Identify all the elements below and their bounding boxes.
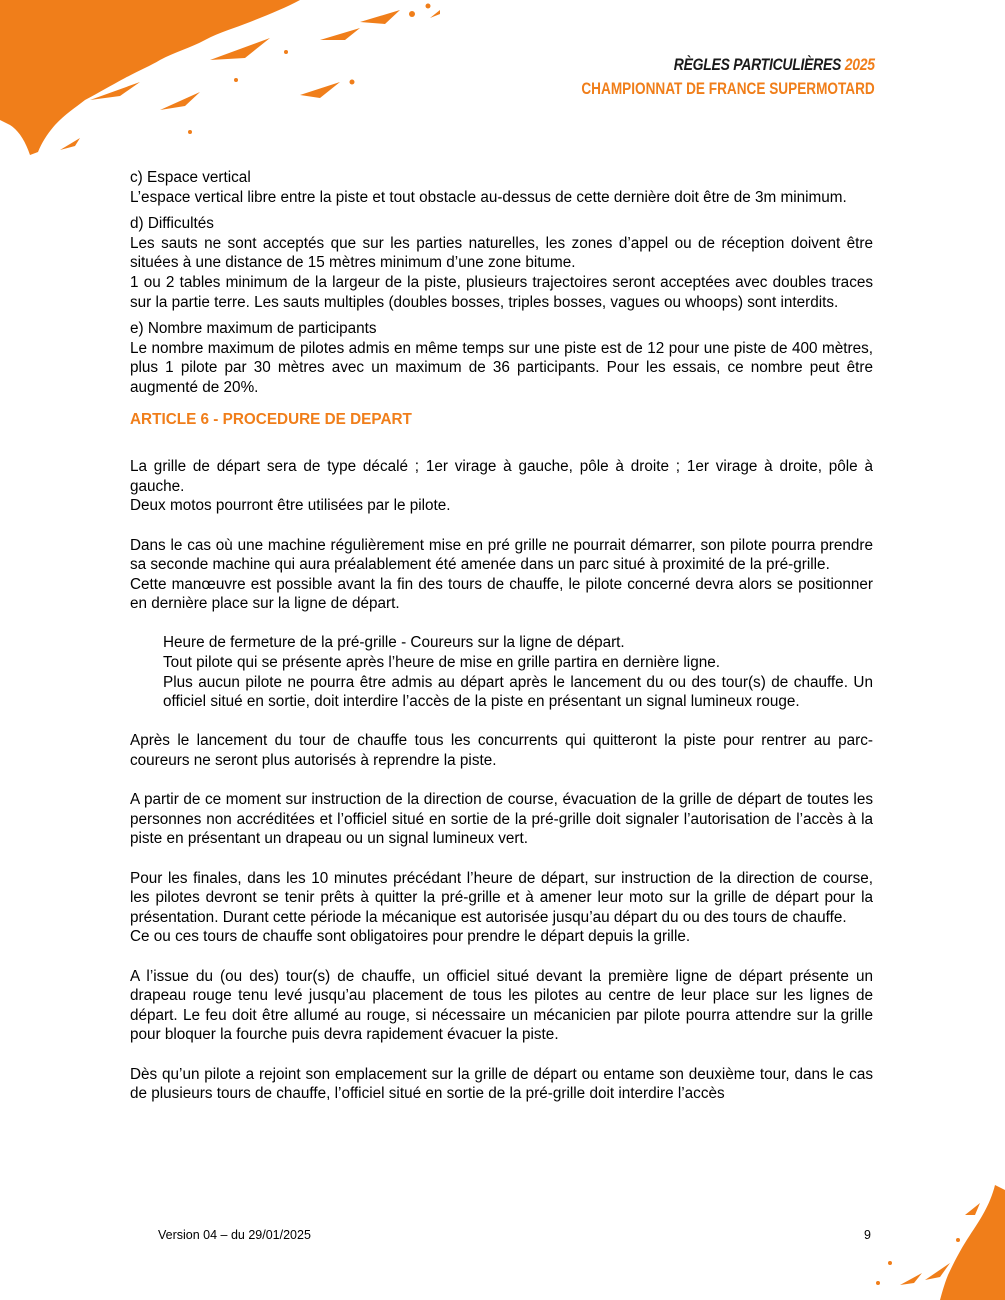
section-d-title: d) Difficultés — [130, 215, 214, 233]
paragraph: Pour les finales, dans les 10 minutes précédant l’heure de départ, sur instruction de la direction de course, les pilotes devront se tenir prêts à quitter la pré-grille et à amener leur moto sur la grille de départ pour la présentation. Durant cette période la mécanique est autorisée jusqu’au départ du ou des tours de chauffe. — [130, 869, 873, 926]
footer-version: Version 04 – du 29/01/2025 — [158, 1228, 311, 1242]
paragraph: Dans le cas où une machine régulièrement mise en pré grille ne pourrait démarrer, son pilote pourra prendre sa seconde machine qui aura préalablement été amenée dans un parc situé à proximité de la pré-grille. — [130, 536, 873, 574]
indented-line: Heure de fermeture de la pré-grille - Coureurs sur la ligne de départ. — [163, 634, 625, 652]
paragraph: Après le lancement du tour de chauffe tous les concurrents qui quitteront la piste pour rentrer au parc-coureurs ne seront plus autorisés à reprendre la piste. — [130, 732, 873, 770]
indented-line: Tout pilote qui se présente après l’heure de mise en grille partira en dernière ligne. — [163, 654, 720, 672]
section-d-text-1: Les sauts ne sont acceptés que sur les parties naturelles, les zones d’appel ou de réception doivent être situées à une distance de 15 mètres minimum d’une zone bitume. — [130, 234, 873, 272]
section-c-title: c) Espace vertical — [130, 169, 251, 186]
indented-line: Plus aucun pilote ne pourra être admis au départ après le lancement du ou des tour(s) de chauffe. Un officiel situé en sortie, doit interdire l’accès de la piste en présentant un signal lumineux rouge. — [163, 673, 873, 711]
section-c-text: L’espace vertical libre entre la piste et tout obstacle au-dessus de cette dernière doit être de 3m minimum. — [130, 188, 847, 206]
paragraph: Cette manœuvre est possible avant la fin des tours de chauffe, le pilote concerné devra alors se positionner en dernière place sur la ligne de départ. — [130, 575, 873, 613]
document-header — [508, 55, 875, 99]
page-number: 9 — [864, 1228, 871, 1242]
article-title: ARTICLE 6 - PROCEDURE DE DEPART — [130, 410, 412, 428]
paragraph: Deux motos pourront être utilisées par le pilote. — [130, 497, 451, 515]
paragraph: A l’issue du (ou des) tour(s) de chauffe, un officiel situé devant la première ligne de départ présente un drapeau rouge tenu levé jusqu’au placement de tous les pilotes au centre de leur place sur les lignes de départ. Le feu doit être allumé au rouge, si nécessaire un mécanicien par pilote pourra attendre sur la grille pour bloquer la fourche puis devra rapidement évacuer la piste. — [130, 967, 873, 1044]
section-e-text: Le nombre maximum de pilotes admis en même temps sur une piste est de 12 pour une piste de 400 mètres, plus 1 pilote par 30 mètres avec un maximum de 36 participants. Pour les essais, ce nombre peut être augmenté de 20%. — [130, 339, 873, 396]
orange-brush-decoration — [0, 0, 440, 175]
section-d-text-2: 1 ou 2 tables minimum de la largeur de la piste, plusieurs trajectoires seront acceptées avec doubles traces sur la partie terre. Les sauts multiples (doubles bosses, triples bosses, vagues ou whoops) sont interdits. — [130, 273, 873, 311]
paragraph: A partir de ce moment sur instruction de la direction de course, évacuation de la grille de départ de toutes les personnes non accréditées et l’officiel situé en sortie de la pré-grille doit signaler l’autorisation de l’accès à la piste en présentant un drapeau ou un signal lumineux vert. — [130, 791, 873, 848]
header-title-year: 2025 — [844, 55, 875, 74]
indented-block — [130, 633, 873, 711]
header-title-main: RÈGLES PARTICULIÈRES — [674, 55, 842, 74]
orange-brush-decoration-bottom — [830, 1185, 1005, 1300]
header-subtitle: CHAMPIONNAT DE FRANCE SUPERMOTARD — [581, 79, 875, 98]
section-e-title: e) Nombre maximum de participants — [130, 320, 377, 338]
paragraph: Ce ou ces tours de chauffe sont obligatoires pour prendre le départ depuis la grille. — [130, 928, 691, 946]
paragraph: Dès qu’un pilote a rejoint son emplacement sur la grille de départ ou entame son deuxième tour, dans le cas de plusieurs tours de chauffe, l’officiel situé en sortie de la pré-grille doit interdire l’accès — [130, 1065, 873, 1103]
document-body — [130, 168, 873, 1104]
paragraph: La grille de départ sera de type décalé ; 1er virage à gauche, pôle à droite ; 1er virage à droite, pôle à gauche. — [130, 458, 873, 495]
header-title — [574, 55, 875, 75]
